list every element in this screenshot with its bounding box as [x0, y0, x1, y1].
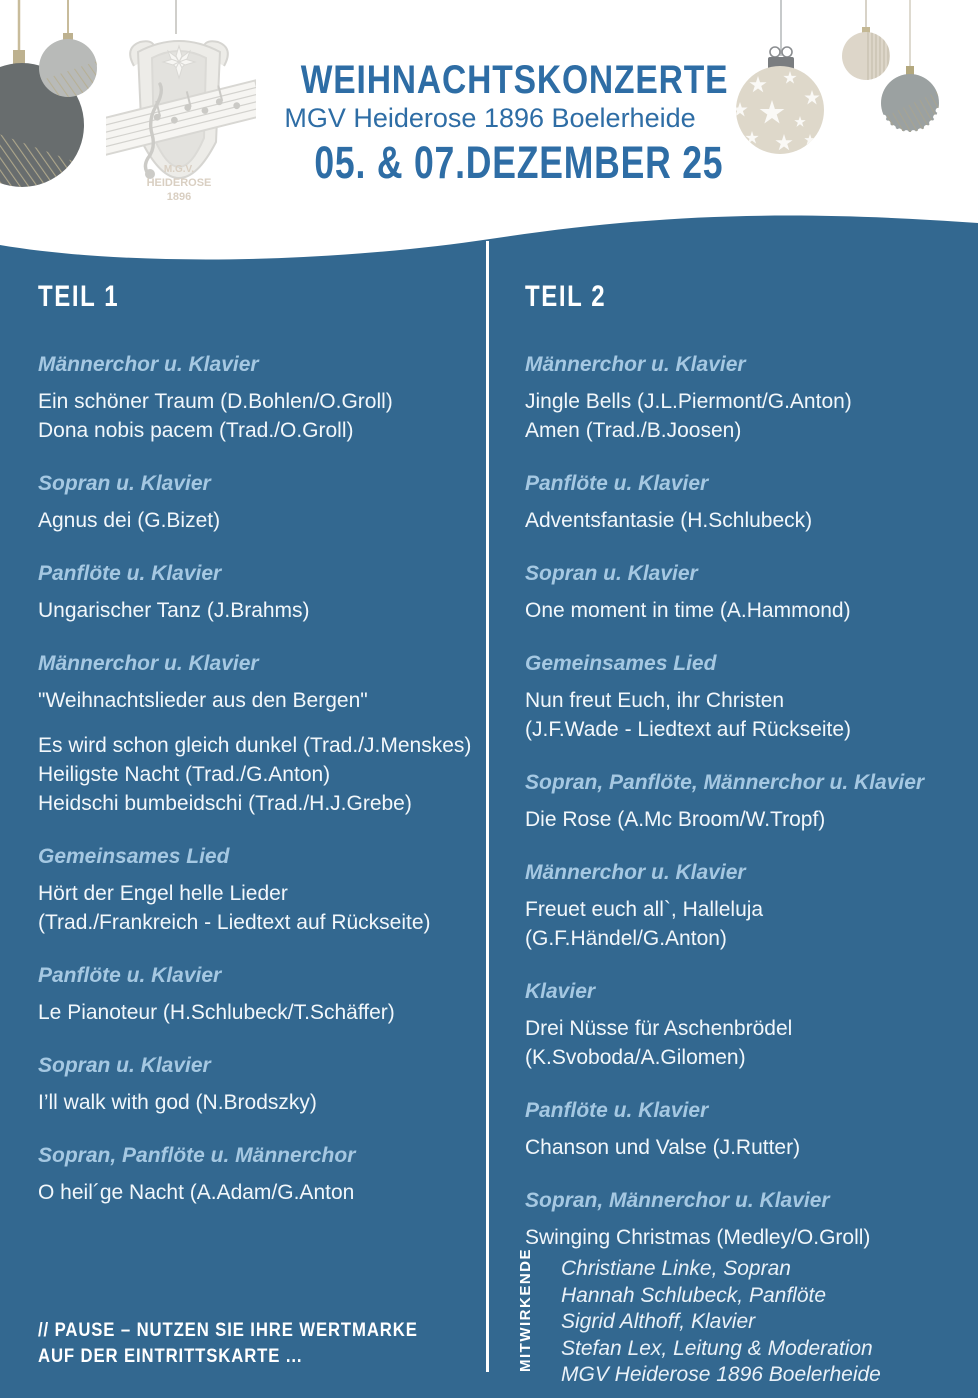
- song-line: Nun freut Euch, ihr Christen: [525, 689, 785, 712]
- song-line: Swinging Christmas (Medley/O.Groll): [525, 1226, 871, 1249]
- program-category: Sopran u. Klavier: [38, 472, 211, 495]
- svg-text:M.G.V.: M.G.V.: [163, 164, 195, 175]
- program-section: [525, 353, 973, 445]
- program-category: Panflöte u. Klavier: [38, 964, 222, 987]
- song-line: Heiligste Nacht (Trad./G.Anton): [38, 763, 331, 786]
- svg-text:HEIDEROSE: HEIDEROSE: [146, 177, 212, 189]
- program-category: Männerchor u. Klavier: [38, 652, 259, 675]
- column-divider-line: [486, 241, 489, 1372]
- teil1-heading: TEIL 1: [38, 280, 120, 313]
- song-line: Le Pianoteur (H.Schlubeck/T.Schäffer): [38, 1001, 395, 1024]
- program-section: [525, 472, 973, 535]
- song-line: I’ll walk with god (N.Brodszky): [38, 1091, 317, 1114]
- program-category: Panflöte u. Klavier: [38, 562, 222, 585]
- program-section: [38, 964, 486, 1027]
- program-category: Sopran, Panflöte, Männerchor u. Klavier: [525, 771, 925, 794]
- song-line: Dona nobis pacem (Trad./O.Groll): [38, 419, 354, 442]
- program-section: [525, 1099, 973, 1162]
- performer-line: Stefan Lex, Leitung & Moderation: [561, 1336, 873, 1360]
- song-line: Agnus dei (G.Bizet): [38, 509, 221, 532]
- song-line: Ein schöner Traum (D.Bohlen/O.Groll): [38, 390, 393, 413]
- program-section: [38, 652, 486, 818]
- program-category: Gemeinsames Lied: [38, 845, 230, 868]
- program-section: [38, 1144, 486, 1207]
- program-section: [38, 1054, 486, 1117]
- program-section: [38, 562, 486, 625]
- program-section: [38, 845, 486, 937]
- program-category: Panflöte u. Klavier: [525, 472, 709, 495]
- program-category: Gemeinsames Lied: [525, 652, 717, 675]
- program-category: Sopran, Männerchor u. Klavier: [525, 1189, 830, 1212]
- song-line: O heil´ge Nacht (A.Adam/G.Anton: [38, 1181, 355, 1204]
- wave-divider: [0, 205, 978, 271]
- song-line: "Weihnachtslieder aus den Bergen": [38, 689, 368, 712]
- bauble-light-icon: [36, 0, 100, 100]
- bauble-gray-icon: [878, 0, 944, 140]
- song-line: Hört der Engel helle Lieder: [38, 882, 288, 905]
- program-category: Sopran, Panflöte u. Männerchor: [38, 1144, 356, 1167]
- song-line: One moment in time (A.Hammond): [525, 599, 851, 622]
- event-date: 05. & 07.DEZEMBER 25: [314, 137, 724, 188]
- song-line: Adventsfantasie (H.Schlubeck): [525, 509, 813, 532]
- performers-label: MITWIRKENDE: [517, 1248, 534, 1372]
- program-category: Männerchor u. Klavier: [525, 861, 746, 884]
- program-section: [38, 353, 486, 445]
- song-line: Freuet euch all`, Halleluja: [525, 898, 764, 921]
- song-line: (Trad./Frankreich - Liedtext auf Rückseite): [38, 911, 431, 934]
- header: [260, 58, 729, 188]
- program-section: [525, 861, 973, 953]
- program-column-teil2: [525, 281, 973, 1279]
- song-line: Ungarischer Tanz (J.Brahms): [38, 599, 310, 622]
- performers-block: [517, 1248, 881, 1389]
- song-line: Es wird schon gleich dunkel (Trad./J.Menskes): [38, 734, 472, 757]
- song-line: Chanson und Valse (J.Rutter): [525, 1136, 801, 1159]
- performers-list: [561, 1256, 881, 1389]
- program-category: Männerchor u. Klavier: [38, 353, 259, 376]
- teil1-sections: [38, 353, 486, 1207]
- page-title: WEIHNACHTSKONZERTE: [300, 58, 729, 102]
- song-line: (G.F.Händel/G.Anton): [525, 927, 727, 950]
- program-category: Sopran u. Klavier: [525, 562, 698, 585]
- song-spacer: [38, 715, 486, 731]
- song-line: Amen (Trad./B.Joosen): [525, 419, 742, 442]
- song-line: Heidschi bumbeidschi (Trad./H.J.Grebe): [38, 792, 412, 815]
- pause-note: [38, 1318, 470, 1370]
- program-category: Klavier: [525, 980, 596, 1003]
- page-subtitle: MGV Heiderose 1896 Boelerheide: [284, 103, 696, 133]
- program-category: Panflöte u. Klavier: [525, 1099, 709, 1122]
- song-line: Drei Nüsse für Aschenbrödel: [525, 1017, 793, 1040]
- performer-line: Christiane Linke, Sopran: [561, 1257, 791, 1280]
- program-section: [525, 562, 973, 625]
- program-section: [525, 652, 973, 744]
- teil2-heading: TEIL 2: [525, 280, 607, 313]
- program-section: [38, 472, 486, 535]
- performer-line: Hannah Schlubeck, Panflöte: [561, 1283, 827, 1307]
- club-crest-logo: [106, 0, 256, 235]
- program-section: [525, 771, 973, 834]
- teil2-sections: [525, 353, 973, 1252]
- song-line: Jingle Bells (J.L.Piermont/G.Anton): [525, 390, 852, 413]
- bauble-stars-icon: [730, 0, 978, 165]
- bauble-striped-icon: [842, 0, 890, 82]
- performer-line: Sigrid Althoff, Klavier: [561, 1310, 756, 1333]
- program-category: Männerchor u. Klavier: [525, 353, 746, 376]
- program-column-teil1: [38, 281, 486, 1234]
- pause-line-1: // PAUSE – NUTZEN SIE IHRE WERTMARKE: [38, 1320, 418, 1341]
- performer-line: MGV Heiderose 1896 Boelerheide: [561, 1363, 881, 1386]
- program-section: [525, 1189, 973, 1252]
- song-line: (K.Svoboda/A.Gilomen): [525, 1046, 746, 1069]
- pause-line-2: AUF DER EINTRITTSKARTE ...: [38, 1346, 303, 1367]
- song-line: Die Rose (A.Mc Broom/W.Tropf): [525, 808, 826, 831]
- svg-text:1896: 1896: [166, 191, 192, 203]
- program-category: Sopran u. Klavier: [38, 1054, 211, 1077]
- program-section: [525, 980, 973, 1072]
- song-line: (J.F.Wade - Liedtext auf Rückseite): [525, 718, 852, 741]
